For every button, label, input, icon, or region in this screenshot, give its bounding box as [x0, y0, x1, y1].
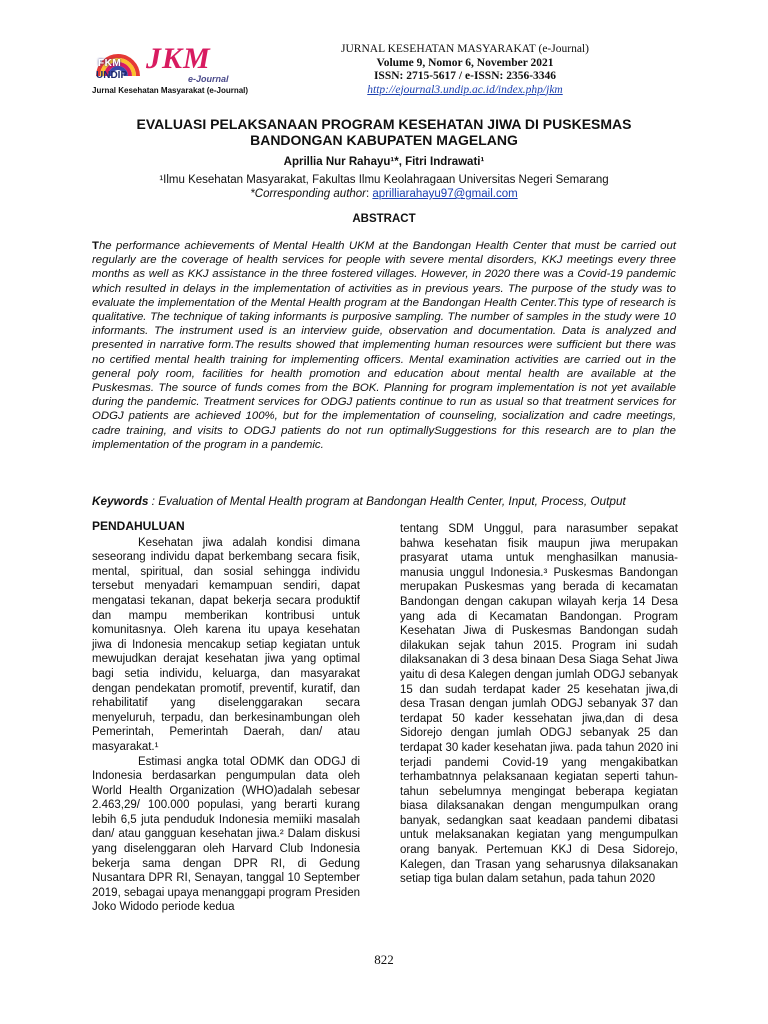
journal-volume: Volume 9, Nomor 6, November 2021: [376, 56, 554, 69]
corresponding-author: [100, 187, 668, 201]
body-paragraph: Estimasi angka total ODMK dan ODGJ di Indonesia berdasarkan pengumpulan data oleh World Health Organization (WHO)adalah sebesar 2.463,29/ 100.000 populasi, yang berarti kurang lebih 6,5 juta penduduk Indonesia memiiki masalah dan/ atau gangguan kesehatan jiwa.² Dalam diskusi yang diselenggaran oleh Harvard Club Indonesia bekerja sama dengan DPR RI, di Gedung Nusantara DPR RI, Senayan, tanggal 10 September 2019, sebagai upaya menanggapi program Presiden Joko Widodo periode kedua: [92, 755, 360, 914]
body-column-right: [400, 522, 678, 887]
affiliation-block: [100, 173, 668, 201]
paper-title-line2: BANDONGAN KABUPATEN MAGELANG: [250, 132, 518, 148]
logo-undip-text: UNDIP: [96, 70, 128, 81]
journal-logo: [88, 38, 278, 96]
logo-caption: Jurnal Kesehatan Masyarakat (e-Journal): [92, 86, 249, 95]
body-column-left: [92, 519, 360, 915]
corresponding-colon: :: [366, 188, 373, 200]
keywords-label: Keywords: [92, 494, 149, 508]
body-paragraph: Kesehatan jiwa adalah kondisi dimana seseorang individu dapat berkembang secara fisik, mental, spiritual, dan sosial sehingga individu tersebut menyadari kemampuan sendiri, dapat mengatasi tekanan, dapat bekerja secara produktif dan mampu memberikan kontribusi untuk komunitasnya. Oleh karena itu upaya kesehatan jiwa di Indonesia mencakup setiap kegiatan untuk mewujudkan derajat kesehatan jiwa yang optimal bagi setia individu, keluarga, dan masyarakat dengan pendekatan promotif, preventif, kuratif, dan rehabilitatif yang diselenggarakan secara menyeluruh, terpadu, dan berkesinambungan oleh Pemerintah, Pemerintah Daerah, dan/ atau masyarakat.¹: [92, 536, 360, 753]
journal-info: [300, 43, 630, 97]
corresponding-email-link[interactable]: aprilliarahayu97@gmail.com: [372, 188, 518, 200]
logo-ejournal-text: e-Journal: [188, 74, 229, 84]
journal-url-link[interactable]: http://ejournal3.undip.ac.id/index.php/jkm: [367, 83, 563, 96]
body-paragraph: tentang SDM Unggul, para narasumber sepakat bahwa kesehatan fisik maupun jiwa merupakan prasyarat utama untuk menghasilkan manusia-manusia unggul Indonesia.³ Puskesmas Bandongan merupakan Puskesmas yang berada di kecamatan Bandongan dengan cakupan wilayah kerja 14 Desa yang ada di Kecamatan Bandongan. Program Kesehatan Jiwa di Puskesmas Bandongan sudah dilakukan sejak tahun 2015. Program ini sudah dilaksanakan di 3 desa binaan Desa Siaga Sehat Jiwa yaitu di desa Kalegen dengan jumlah ODGJ sebanyak 15 dan sudah terdapat kader 25 kesehatan jiwa,di desa Trasan dengan jumlah ODGJ sebanyak 37 dan terdapat 50 kader kessehatan jiwa,dan di desa Sidorejo dengan jumlah ODGJ sebanyak 25 dan terdapat 30 kader kesehatan jiwa. pada tahun 2020 ini terjadi pandemi Covid-19 yang mengakibatkan terhambatnnya pelaksanaan kegiatan seperti tahun- tahun sebelumnya mengingat beberapa kegiatan biasa dilaksanakan dengan mengumpulkan orang banyak, sedangkan saat keadaan pandemi dibatasi untuk melaksanakan kegiatan yang mengumpulkan orang banyak. Pertemuan KKJ di Desa Sidorejo, Kalegen, dan Trasan yang seharusnya dilaksanakan setiap tiga bulan dalam setahun, pada tahun 2020: [400, 523, 678, 886]
journal-name: JURNAL KESEHATAN MASYARAKAT (e-Journal): [341, 43, 589, 55]
page-header: [0, 0, 768, 104]
page-number: 822: [374, 952, 394, 967]
paper-title: [100, 116, 668, 148]
logo-jkm-text: JKM: [146, 42, 211, 75]
abstract-body: he performance achievements of Mental Health UKM at the Bandongan Health Center that must be carried out regularly are the coverage of health services for people with severe mental disorders, KKJ meetings every three months as well as KKJ assistance in the three fostered villages. However, in 2020 there was a Covid-19 pandemic which resulted in delays in the implementation of activities as in previous years. The purpose of the study was to evaluate the implementation of the Mental Health program at the Bandongan Health Center.This type of research is qualitative. The technique of taking informants is purposive sampling. The number of samples in the study were 10 informants. The instrument used is an interview guide, observation and documentation. Data is analyzed and presented in narrative form.The results showed that implementing human resources were sufficient but there was no certified mental health training for implementing officers. Mental examination activities are carried out in the general poly room, facilities for health promotion and education about mental health are available at the Puskesmas. The source of funds comes from the BOK. Planning for program implementation is not yet available during the pandemic. Treatment services for ODGJ patients continue to run as usual so that treatment services for ODGJ patients are achieved 100%, but for the implementation of counseling, socialization and cadre meetings, cadre training, and visits to ODGJ patients do not run optimallySuggestions for this research are to plan the implementation of the program in a pandemic.: [92, 240, 676, 451]
section-heading: PENDAHULUAN: [92, 519, 185, 533]
keywords-line: [92, 494, 682, 508]
logo-fkm-text: FKM: [98, 58, 122, 69]
corresponding-label: *Corresponding author: [250, 188, 367, 200]
keywords-text: : Evaluation of Mental Health program at Bandongan Health Center, Input, Process, Output: [148, 494, 626, 508]
abstract-drop-letter: T: [92, 240, 99, 252]
abstract-text: [92, 239, 676, 452]
affiliation: ¹Ilmu Kesehatan Masyarakat, Fakultas Ilmu Keolahragaan Universitas Negeri Semarang: [159, 174, 609, 186]
paper-title-line1: EVALUASI PELAKSANAAN PROGRAM KESEHATAN JIWA DI PUSKESMAS: [136, 116, 632, 132]
author-list: Aprillia Nur Rahayu¹*, Fitri Indrawati¹: [283, 156, 485, 168]
abstract-heading: ABSTRACT: [352, 213, 416, 225]
journal-issn: ISSN: 2715-5617 / e-ISSN: 2356-3346: [373, 70, 557, 82]
